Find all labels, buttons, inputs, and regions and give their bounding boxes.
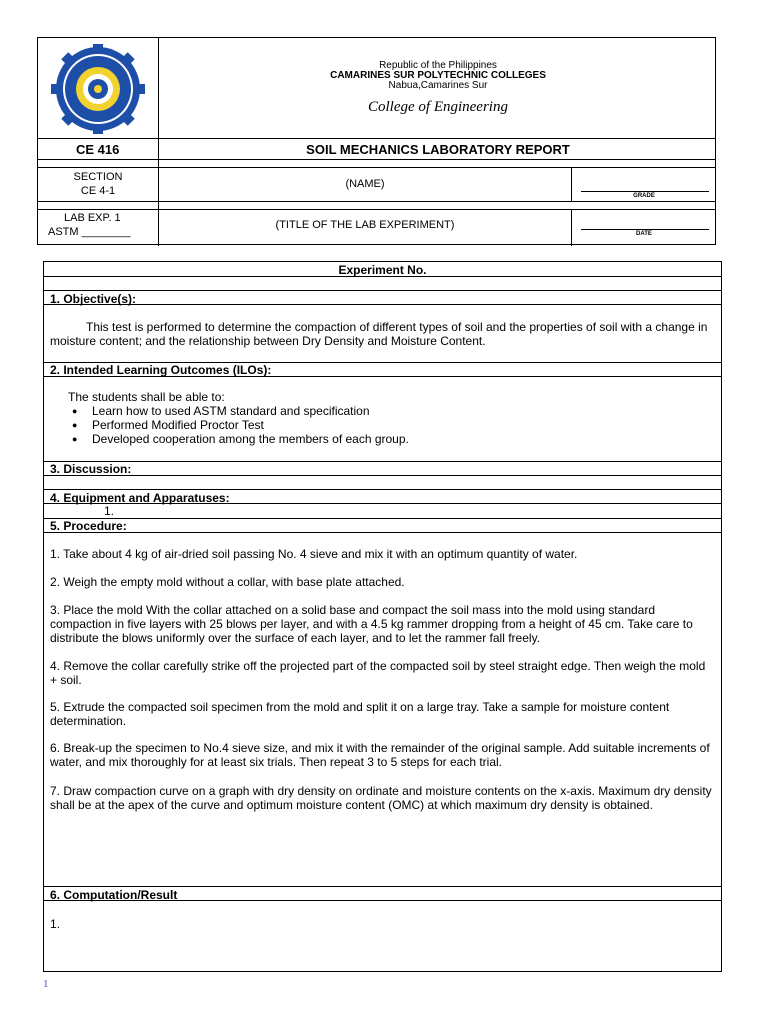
computation-item: 1. xyxy=(50,917,61,931)
ilo-title: 2. Intended Learning Outcomes (ILOs): xyxy=(50,363,272,377)
experiment-no: Experiment No. xyxy=(338,263,427,277)
school-location: Nabua,Camarines Sur xyxy=(388,80,488,91)
ilo-intro: The students shall be able to: xyxy=(68,390,225,404)
school-name: CAMARINES SUR POLYTECHNIC COLLEGES xyxy=(330,70,546,81)
list-item: ● Learn how to used ASTM standard and specification xyxy=(72,404,370,418)
grade-label: GRADE xyxy=(633,193,655,199)
report-title: SOIL MECHANICS LABORATORY REPORT xyxy=(306,142,570,157)
equipment-title: 4. Equipment and Apparatuses: xyxy=(50,491,230,505)
equipment-item: 1. xyxy=(104,504,115,518)
list-item: ● Performed Modified Proctor Test xyxy=(72,418,264,432)
procedure-step: 1. Take about 4 kg of air-dried soil passing No. 4 sieve and mix it with an optimum quantity of water. xyxy=(50,547,578,561)
procedure-step: 3. Place the mold With the collar attached on a solid base and compact the soil mass into the mold using standard compaction in five layers with 25 blows per layer, and with a 4.5 kg rammer dropping from a height of 45 cm. Take care to distribute the blows uniformly over the surface of each layer, and to let the rammer fall freely. xyxy=(50,603,693,645)
astm-field[interactable]: ASTM ________ xyxy=(48,226,131,238)
bullet-icon: ● xyxy=(72,406,78,416)
report-body xyxy=(43,261,722,972)
bullet-icon: ● xyxy=(72,434,78,444)
computation-title: 6. Computation/Result xyxy=(50,888,178,902)
procedure-title: 5. Procedure: xyxy=(50,519,127,533)
lab-exp-label: LAB EXP. 1 xyxy=(64,212,121,224)
discussion-title: 3. Discussion: xyxy=(50,462,132,476)
date-label: DATE xyxy=(636,231,652,237)
republic-text: Republic of the Philippines xyxy=(379,60,497,71)
procedure-step: 6. Break-up the specimen to No.4 sieve size, and mix it with the remainder of the original sample. Add suitable increments of water, and mix thoroughly for at least six trials. Then repeat 3 to 5 steps for each trial. xyxy=(50,741,710,769)
section-label: SECTION xyxy=(73,171,123,183)
list-item: ● Developed cooperation among the members of each group. xyxy=(72,432,409,446)
procedure-step: 4. Remove the collar carefully strike off the projected part of the compacted soil by steel straight edge. Then weigh the mold + soil. xyxy=(50,659,706,687)
report-header xyxy=(37,37,716,245)
page-number: 1 xyxy=(43,978,49,990)
title-field[interactable]: (TITLE OF THE LAB EXPERIMENT) xyxy=(275,219,455,231)
school-logo xyxy=(50,44,146,134)
section-value: CE 4-1 xyxy=(80,185,116,197)
course-code: CE 416 xyxy=(76,142,120,157)
name-field[interactable]: (NAME) xyxy=(345,178,385,190)
objectives-text: This test is performed to determine the compaction of different types of soil and the properties of soil with a change in moisture content; and the relationship between Dry Density and Moisture Content. xyxy=(50,320,708,348)
objectives-title: 1. Objective(s): xyxy=(50,292,137,306)
procedure-step: 2. Weigh the empty mold without a collar, with base plate attached. xyxy=(50,575,405,589)
procedure-step: 7. Draw compaction curve on a graph with dry density on ordinate and moisture contents on the x-axis. Maximum dry density shall be at the apex of the curve and optimum moisture content (OMC) at which maximum dry density is obtained. xyxy=(50,784,712,812)
bullet-icon: ● xyxy=(72,420,78,430)
college-name: College of Engineering xyxy=(368,99,508,115)
procedure-step: 5. Extrude the compacted soil specimen from the mold and split it on a large tray. Take a sample for moisture content determination. xyxy=(50,700,670,728)
